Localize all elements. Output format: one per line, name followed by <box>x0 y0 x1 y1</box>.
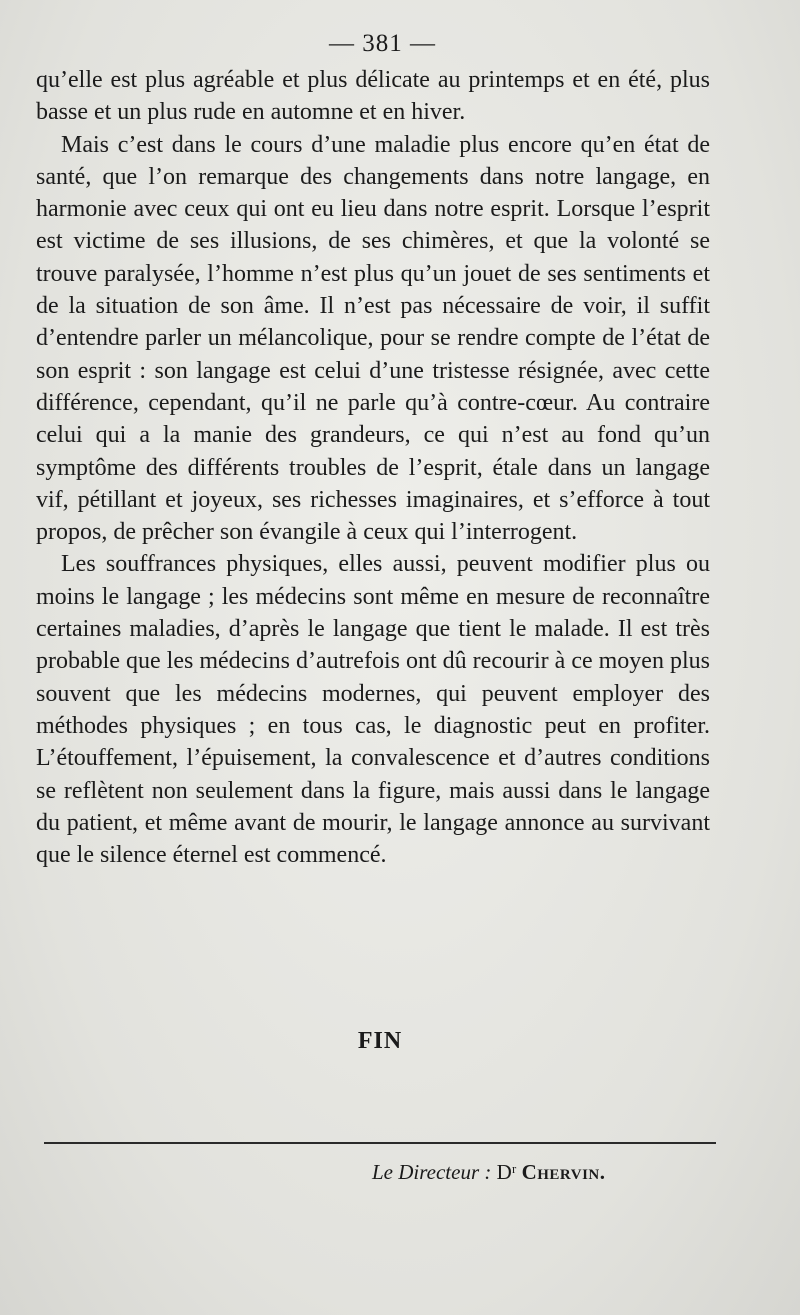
paragraph-physical-suffering: Les souffrances physiques, elles aussi, peuvent modifier plus ou moins le langage ; les médecins sont même en mesure de reconnaître certaines maladies, d’après le langage que tient le malade. Il est très probable que les médecins d’autrefois ont dû recourir à ce moyen plus souvent que les médecins modernes, qui peuvent employer des méthodes physiques ; en tous cas, le diagnostic peut en profiter. L’étouffement, l’épuisement, la convalescence et d’autres conditions se reflètent non seulement dans la figure, mais aussi dans le langage du patient, et même avant de mourir, le langage annonce au survivant que le silence éternel est commencé. <box>36 551 710 869</box>
signature-role: Le Directeur : <box>372 1160 492 1184</box>
horizontal-rule <box>44 1142 716 1144</box>
signature-name: Chervin. <box>521 1160 606 1184</box>
paragraph-continuation: qu’elle est plus agréable et plus délicate au printemps et en été, plus basse et un plus rude en automne et en hiver. <box>36 67 710 126</box>
signature-title: Dʳ <box>496 1160 517 1184</box>
signature <box>372 1160 606 1185</box>
page-number: — 381 — <box>329 30 436 57</box>
paragraph-language-and-illness: Mais c’est dans le cours d’une maladie plus encore qu’en état de santé, que l’on remarque des changements dans notre langage, en harmonie avec ceux qui ont eu lieu dans notre esprit. Lorsque l’esprit est victime de ses illusions, de ses chimères, et que la volonté se trouve paralysée, l’homme n’est plus qu’un jouet de ses sentiments et de la situation de son âme. Il n’est pas nécessaire de voir, il suffit d’entendre parler un mélancolique, pour se rendre compte de l’état de son esprit : son langage est celui d’une tristesse résignée, avec cette différence, cependant, qu’il ne parle qu’à contre-cœur. Au contraire celui qui a la manie des grandeurs, ce qui n’est au fond qu’un symptôme des différents troubles de l’esprit, étale dans un langage vif, pétillant et joyeux, ses richesses imaginaires, et s’efforce à tout propos, de prêcher son évangile à ceux qui l’interrogent. <box>36 131 710 546</box>
end-mark: FIN <box>357 1028 403 1054</box>
body-text <box>36 64 710 871</box>
